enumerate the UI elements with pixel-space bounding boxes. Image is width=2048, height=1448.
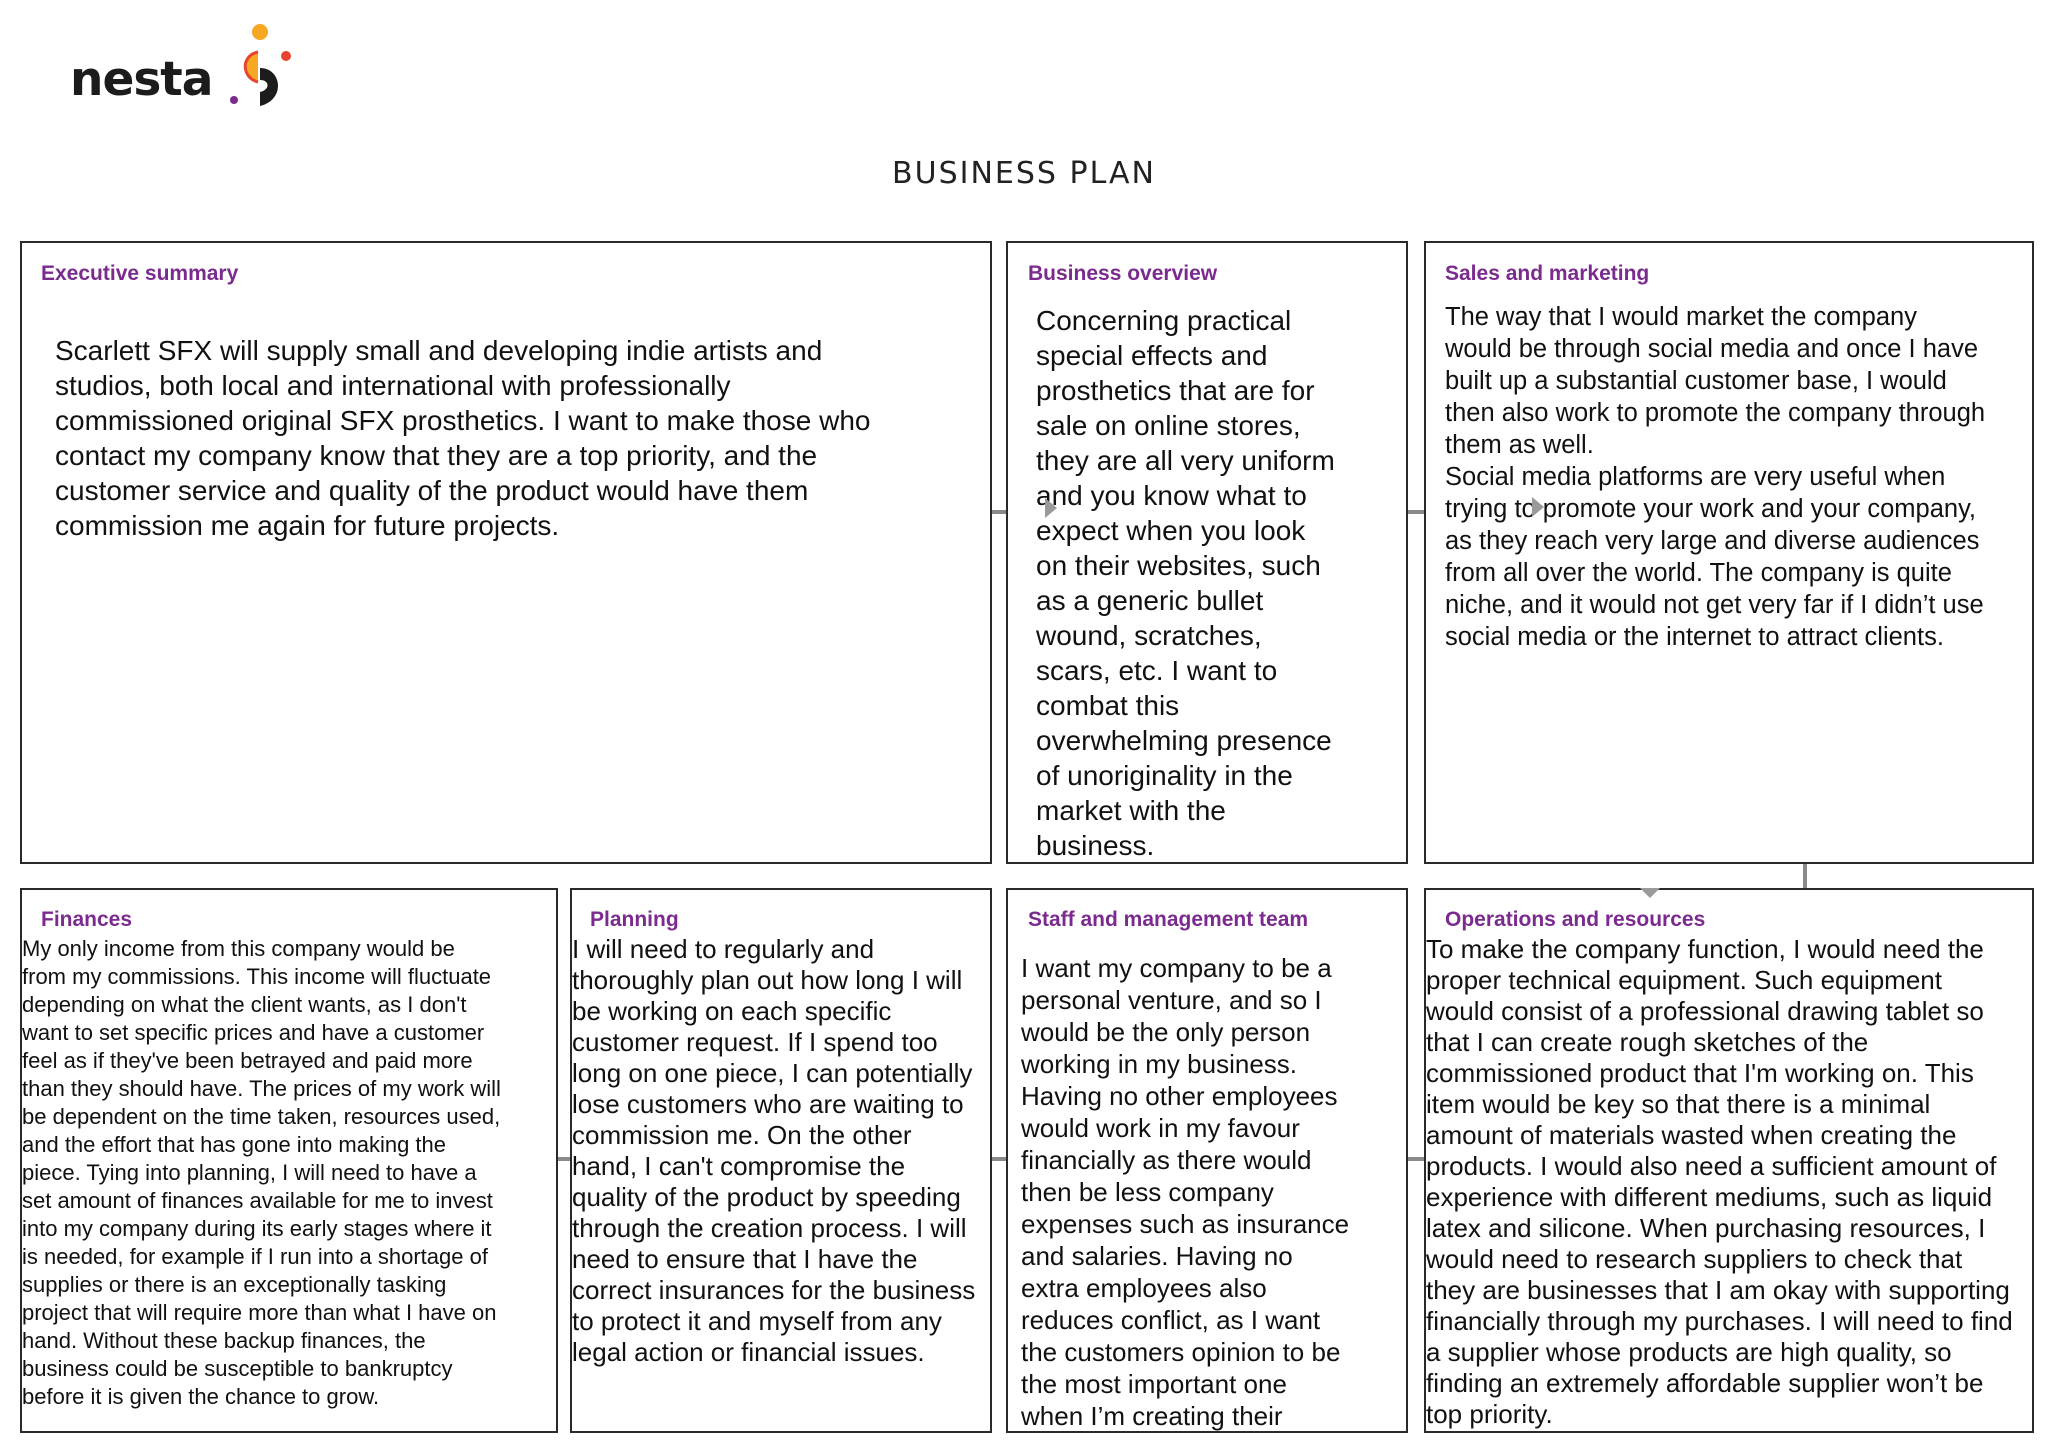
business-overview-box [1006,241,1408,864]
finances-body: My only income from this company would be from my commissions. This income will fluctuate depending on what the client wants, as I don't want to set specific prices and have a customer feel as if they've been betrayed and paid more than they should have. The prices of my work will be dependent on the time taken, resources used, and the effort that has gone into making the piece. Tying into planning, I will need to have a set amount of finances available for me to invest into my company during its early stages where it is needed, for example if I run into a shortage of supplies or there is an exceptionally tasking project that will require more than what I have on hand. Without these backup finances, the business could be susceptible to bankruptcy before it is given the chance to grow. [22,936,501,1409]
nesta-logo-icon [220,22,300,112]
staff-management-heading: Staff and management team [1028,908,1309,931]
business-overview-heading: Business overview [1028,262,1218,285]
business-overview-body: Concerning practical special effects and prosthetics that are for sale on online stores, they are all very uniform and you know what to expect when you look on their websites, such as a generic bullet wound, scratches, scars, etc. I want to combat this overwhelming presence of unoriginality in the market with the business. [1036,305,1335,861]
planning-box [570,888,992,1433]
operations-resources-box [1424,888,2034,1433]
connector-line [1803,864,1807,890]
page-title: BUSINESS PLAN [892,156,1156,191]
operations-resources-body: To make the company function, I would need the proper technical equipment. Such equipment would consist of a professional drawing tablet so that I can create rough sketches of the commissioned product that I'm working on. This item would be key so that there is a minimal amount of materials wasted when creating the products. I would also need a sufficient amount of experience with different mediums, such as liquid latex and silicone. When purchasing resources, I would need to research suppliers to check that they are businesses that I am okay with supporting financially through my purchases. I will need to find a supplier whose products are high quality, so finding an extremely affordable supplier won’t be top priority. [1426,934,2013,1429]
executive-summary-box [20,241,992,864]
staff-management-body: I want my company to be a personal venture, and so I would be the only person working in my business. Having no other employees would work in my favour financially as there would then be less company expenses such as insurance and salaries. Having no extra employees also reduces conflict, as I want the customers opinion to be the most important one when I’m creating their [1021,953,1350,1431]
sales-marketing-body: The way that I would market the company would be through social media and once I have built up a substantial customer base, I would then also work to promote the company through them as well. Social media platforms are very useful when trying to promote your work and your company, as they reach very large and diverse audiences from all over the world. The company is quite niche, and it would not get very far if I didn’t use social media or the internet to attract clients. [1445,303,1986,651]
finances-heading: Finances [41,908,133,931]
planning-body: I will need to regularly and thoroughly plan out how long I will be working on each specific customer request. If I spend too long on one piece, I can potentially lose customers who are waiting to commission me. On the other hand, I can't compromise the quality of the product by speeding through the creation process. I will need to ensure that I have the correct insurances for the business to protect it and myself from any legal action or financial issues. [572,934,976,1367]
executive-summary-body: Scarlett SFX will supply small and developing indie artists and studios, both local and international with professionally commissioned original SFX prosthetics. I want to make those who contact my company know that they are a top priority, and the customer service and quality of the product would have them commission me again for future projects. [55,335,871,541]
logo-wordmark: nesta [70,52,213,107]
staff-management-box [1006,888,1408,1433]
sales-marketing-heading: Sales and marketing [1445,262,1650,285]
sales-marketing-box [1424,241,2034,864]
operations-resources-heading: Operations and resources [1445,908,1706,931]
arrow-marker-icon [1045,498,1057,518]
arrow-marker-icon [1532,497,1544,517]
planning-heading: Planning [590,908,679,931]
executive-summary-heading: Executive summary [41,262,239,285]
arrow-marker-icon [1640,888,1660,898]
nesta-logo [70,22,290,117]
finances-box [20,888,558,1433]
